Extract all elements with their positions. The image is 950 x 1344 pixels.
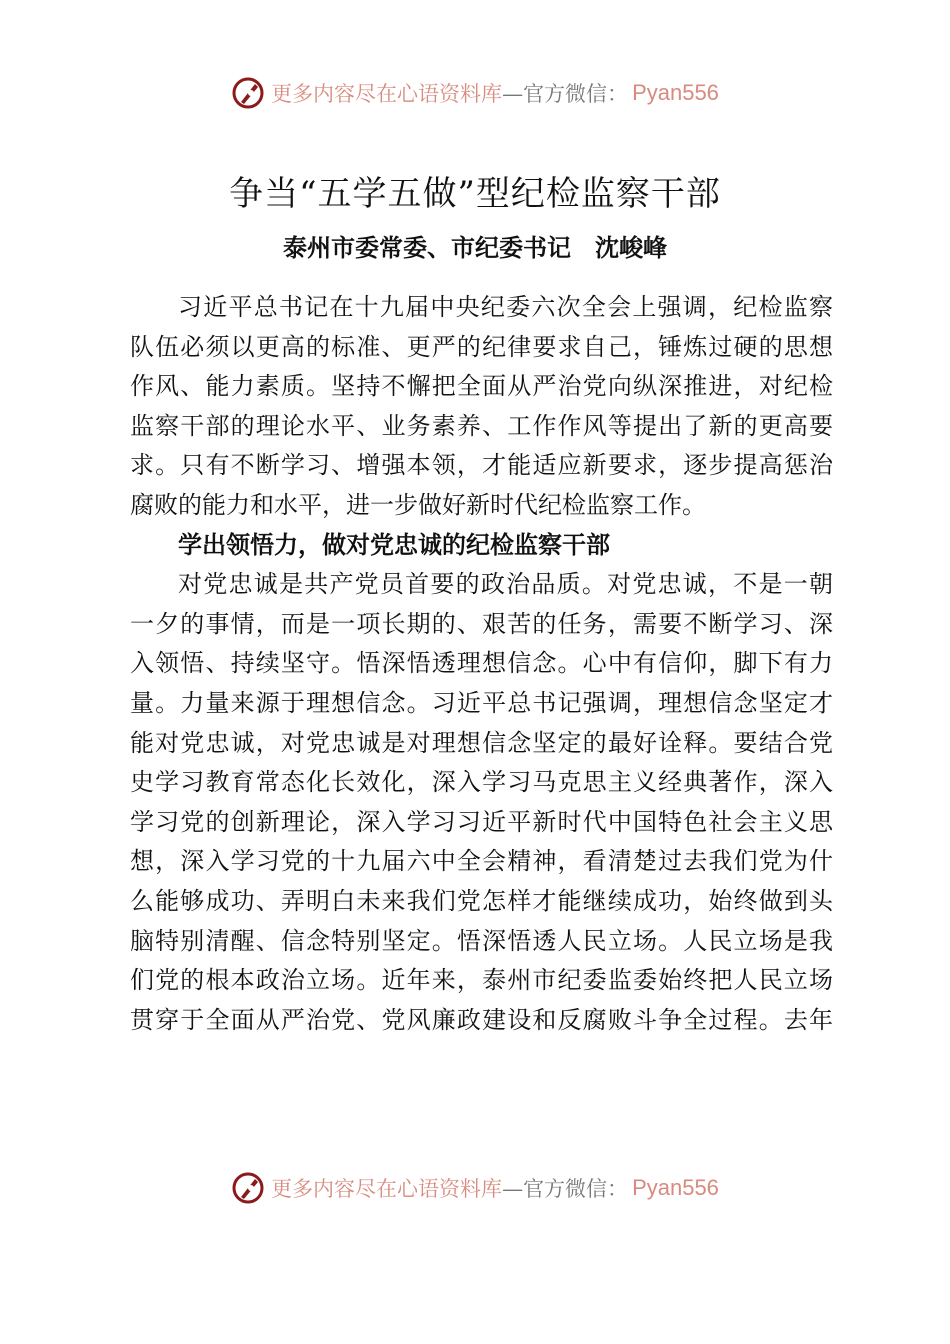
paragraph-line: 脑特别清醒、信念特别坚定。悟深悟透人民立场。人民立场是我 bbox=[130, 926, 833, 955]
paragraph-line: 学习党的创新理论，深入学习习近平新时代中国特色社会主义思 bbox=[130, 807, 833, 836]
paragraph-line: 监察干部的理论水平、业务素养、工作作风等提出了新的更高要 bbox=[130, 411, 833, 440]
paragraph-line: 对党忠诚是共产党员首要的政治品质。对党忠诚，不是一朝 bbox=[178, 570, 833, 599]
paragraph-line: 想，深入学习党的十九届六中全会精神，看清楚过去我们党为什 bbox=[130, 847, 833, 876]
watermark-banner-bottom bbox=[0, 1168, 950, 1208]
pen-logo-icon bbox=[231, 1171, 265, 1205]
paragraph-line: 史学习教育常态化长效化，深入学习马克思主义经典著作，深入 bbox=[130, 768, 833, 797]
document-title: 争当“五学五做”型纪检监察干部 bbox=[229, 174, 721, 214]
paragraph-line: 习近平总书记在十九届中央纪委六次全会上强调，纪检监察 bbox=[178, 293, 833, 321]
watermark-wechat-id: Pyan556 bbox=[632, 1175, 719, 1200]
watermark-text: 更多内容尽在心语资料库 bbox=[271, 1177, 503, 1201]
paragraph-line: 入领悟、持续坚守。悟深悟透理想信念。心中有信仰，脚下有力 bbox=[130, 649, 833, 678]
paragraph-line: 腐败的能力和水平，进一步做好新时代纪检监察工作。 bbox=[130, 490, 706, 519]
watermark-wechat-label: —官方微信： bbox=[502, 1177, 629, 1201]
pen-logo-icon bbox=[231, 76, 265, 110]
paragraph-line: 们党的根本政治立场。近年来，泰州市纪委监委始终把人民立场 bbox=[130, 966, 833, 995]
document-subtitle: 泰州市委常委、市纪委书记 沈峻峰 bbox=[283, 234, 667, 262]
paragraph-line: 作风、能力素质。坚持不懈把全面从严治党向纵深推进，对纪检 bbox=[130, 372, 833, 401]
document-body bbox=[130, 288, 833, 1040]
paragraph-line: 量。力量来源于理想信念。习近平总书记强调，理想信念坚定才 bbox=[130, 688, 833, 717]
section-heading: 学出领悟力，做对党忠诚的纪检监察干部 bbox=[178, 530, 610, 559]
paragraph-line: 一夕的事情，而是一项长期的、艰苦的任务，需要不断学习、深 bbox=[130, 609, 833, 638]
paragraph-line: 队伍必须以更高的标准、更严的纪律要求自己，锤炼过硬的思想 bbox=[130, 332, 833, 361]
watermark-wechat-label: —官方微信： bbox=[502, 82, 629, 106]
watermark-wechat-id: Pyan556 bbox=[632, 80, 719, 105]
paragraph-line: 能对党忠诚，对党忠诚是对理想信念坚定的最好诠释。要结合党 bbox=[130, 728, 833, 757]
paragraph-line: 么能够成功、弄明白未来我们党怎样才能继续成功，始终做到头 bbox=[130, 886, 833, 915]
watermark-text: 更多内容尽在心语资料库 bbox=[271, 82, 503, 106]
paragraph-line: 求。只有不断学习、增强本领，才能适应新要求，逐步提高惩治 bbox=[130, 451, 833, 480]
watermark-banner-top bbox=[0, 73, 950, 113]
paragraph-line: 贯穿于全面从严治党、党风廉政建设和反腐败斗争全过程。去年 bbox=[130, 1005, 833, 1034]
